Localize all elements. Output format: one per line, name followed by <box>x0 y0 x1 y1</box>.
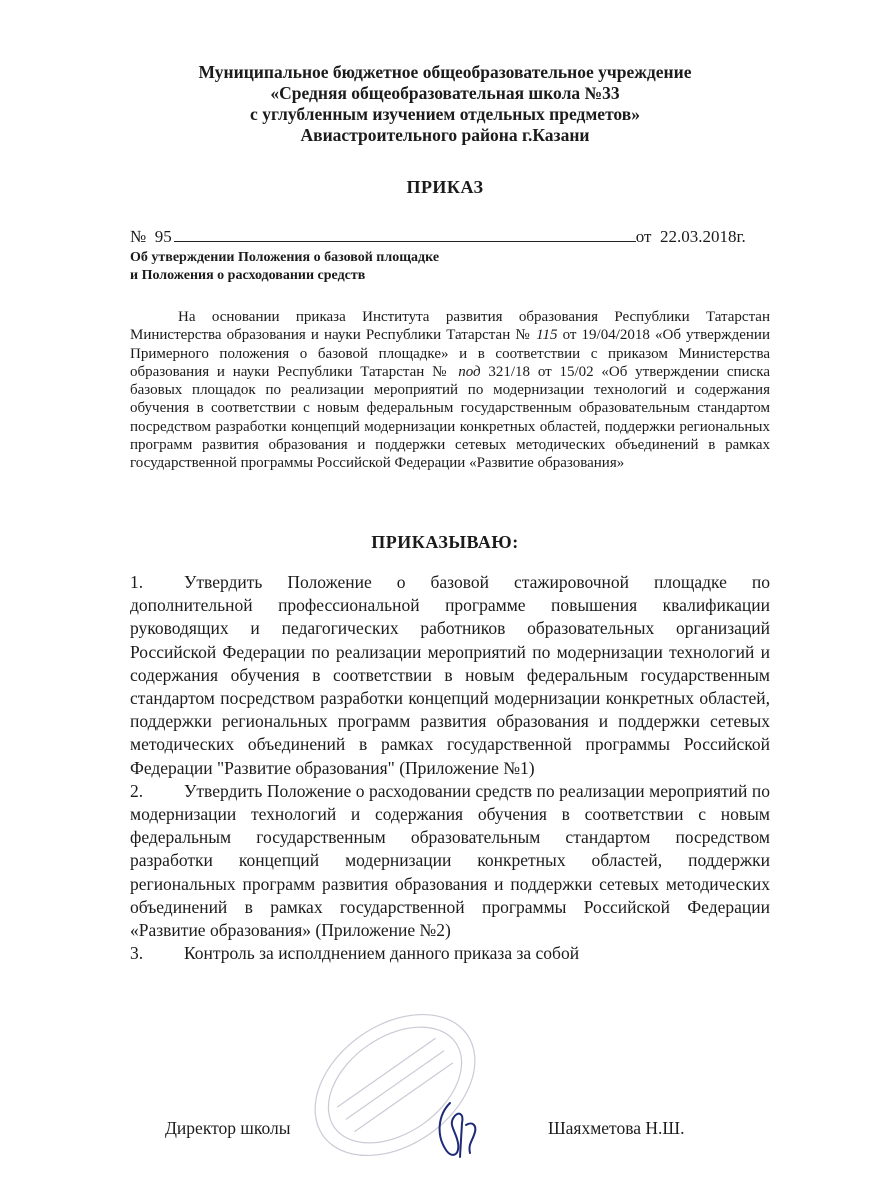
header-line-4: Авиастроительного района г.Казани <box>300 125 590 145</box>
order-title: ПРИКАЗ <box>406 177 484 197</box>
number-label: № <box>130 227 147 246</box>
order-item-2 <box>130 780 770 942</box>
header-line-3: с углубленным изучением отдельных предметов» <box>250 104 640 124</box>
subject-line-1: Об утверждении Положения о базовой площадке <box>130 250 440 265</box>
item-text: Утвердить Положение о расходовании средств по реализации мероприятий по модернизации технологий и содержания обучения в соответствии с новым федеральным государственным образовательным стандартом посредством разработки концепций модернизации конкретных областей, поддержки региональных программ развития образования и поддержки сетевых методических объединений в рамках государственной программы Российской Федерации «Развитие образования» (Приложение №2) <box>130 780 770 941</box>
item-text: Утвердить Положение о базовой стажировочной площадке по дополнительной профессиональной программе повышения квалификации руководящих и педагогических работников образовательных организаций Российской Федерации по реализации мероприятий по модернизации технологий и содержания обучения в соответствии в новым федеральным государственным стандартом посредством разработки концепций модернизации конкретных областей, поддержки региональных программ развития образования и поддержки сетевых методических объединений в рамках государственной программы Российской Федерации "Развитие образования" (Приложение №1) <box>130 572 770 778</box>
item-number: 3. <box>130 943 144 964</box>
basis-paragraph <box>130 308 770 473</box>
signature-row <box>165 1118 765 1158</box>
order-item-3 <box>130 942 770 965</box>
item-number: 2. <box>130 780 144 801</box>
basis-num-2: под <box>458 363 481 380</box>
school-header <box>120 62 770 146</box>
item-number: 1. <box>130 572 144 592</box>
basis-part-3: 321/18 от 15/02 «Об утверждении списка базовых площадок по реализации мероприятий по модернизации технологий и содержания обучения в соответствии с новым федеральным государственным образовательным стандартом посредством разработки концепций модернизации конкретных областей, поддержки региональных программ развития образования и поддержки сетевых методических объединений в рамках государственной программы Российской Федерации «Развитие образования» <box>130 363 770 472</box>
number-underline <box>174 226 636 242</box>
decree-heading: ПРИКАЗЫВАЮ: <box>371 532 519 552</box>
order-number-line <box>130 226 780 247</box>
order-subject <box>130 249 730 285</box>
item-text: Контроль за исполднением данного приказа за собой <box>184 943 580 964</box>
director-name: Шаяхметова Н.Ш. <box>548 1118 685 1138</box>
date-label: от <box>635 227 652 246</box>
order-items <box>130 571 770 965</box>
subject-line-2: и Положения о расходовании средств <box>130 268 366 283</box>
header-line-1: Муниципальное бюджетное общеобразовательное учреждение <box>198 62 692 82</box>
order-item-1 <box>130 571 770 780</box>
basis-num-1: 115 <box>536 327 558 344</box>
header-line-2: «Средняя общеобразовательная школа №33 <box>270 83 620 103</box>
basis-part-1: На основании приказа Института развития образования Республики Татарстан Министерства образования и науки Республики Татарстан № <box>130 309 770 344</box>
order-number: 95 <box>154 227 172 246</box>
basis-part-2: от 19/04/2018 «Об утверждении Примерного положения о базовой площадке» и в соответствии с приказом Министерства образования и науки Республики Татарстан № <box>130 327 770 380</box>
order-date: 22.03.2018г. <box>659 227 746 246</box>
director-role: Директор школы <box>165 1118 291 1138</box>
